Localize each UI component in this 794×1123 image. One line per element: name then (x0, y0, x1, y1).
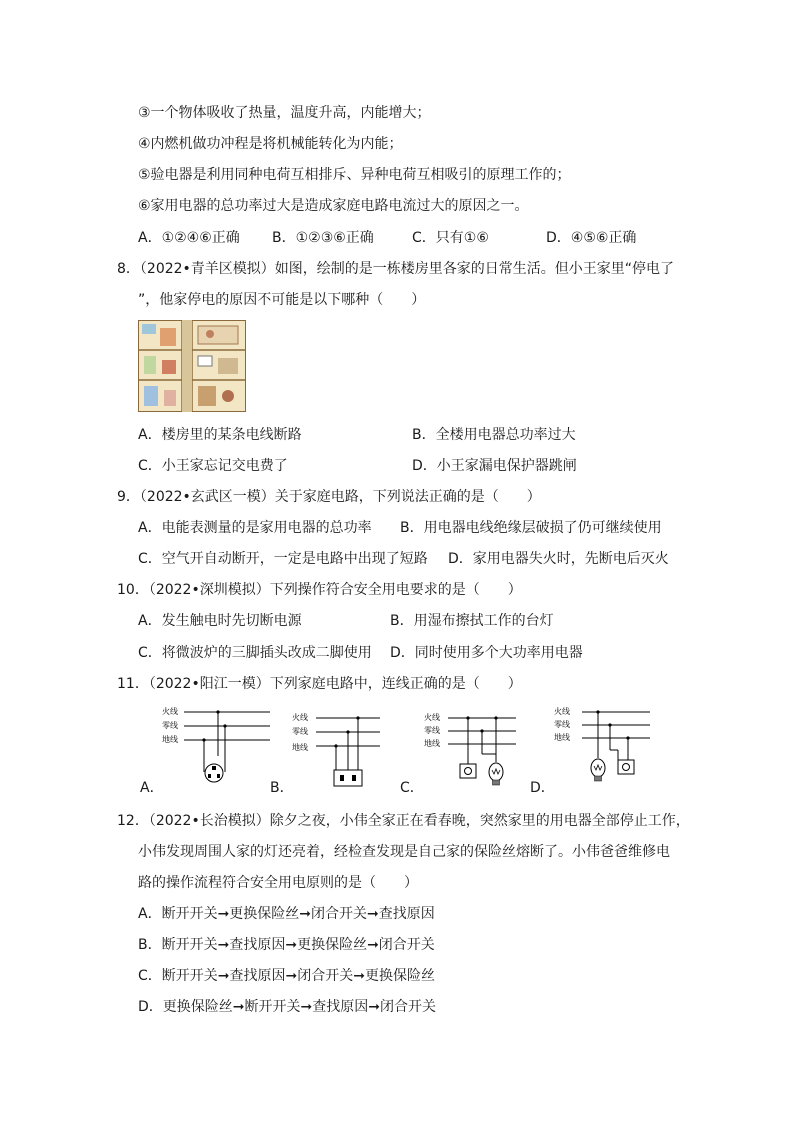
wire-label-live: 火线 (292, 713, 308, 722)
q9-option-d[interactable]: D．家用电器失火时，先断电后灭火 (448, 551, 669, 567)
wire-label-neutral: 零线 (162, 721, 178, 730)
q9-option-b[interactable]: B．用电器电线绝缘层破损了仍可继续使用 (400, 520, 662, 536)
circuit-diagram-b (292, 712, 388, 794)
q12-option-c[interactable]: C．断开开关➞查找原因➞闭合开关➞更换保险丝 (138, 968, 435, 984)
q12-option-b[interactable]: B．断开开关➞查找原因➞更换保险丝➞闭合开关 (138, 937, 435, 953)
q8-stem-line1: 8．（2022•青羊区模拟）如图，绘制的是一栋楼房里各家的日常生活。但小王家里“停电了 (117, 261, 675, 277)
q7-option-b[interactable]: B．①②③⑥正确 (272, 230, 374, 246)
q9-option-a[interactable]: A．电能表测量的是家用电器的总功率 (138, 520, 372, 536)
wire-label-live: 火线 (162, 707, 178, 716)
statement-6: ⑥家用电器的总功率过大是造成家庭电路电流过大的原因之一。 (138, 198, 529, 214)
q11-stem: 11．（2022•阳江一模）下列家庭电路中，连线正确的是（ ） (117, 676, 522, 692)
q10-option-d[interactable]: D．同时使用多个大功率用电器 (390, 645, 583, 661)
q12-stem-line3: 路的操作流程符合安全用电原则的是（ ） (138, 875, 418, 891)
q10-option-c[interactable]: C．将微波炉的三脚插头改成二脚使用 (138, 645, 372, 661)
q7-option-c[interactable]: C．只有①⑥ (412, 230, 489, 246)
q11-option-c[interactable]: C． (400, 780, 424, 796)
wire-label-neutral: 零线 (554, 720, 570, 729)
q8-option-c[interactable]: C．小王家忘记交电费了 (138, 458, 288, 474)
circuit-diagram-d (554, 700, 654, 788)
q11-option-d[interactable]: D． (530, 780, 555, 796)
wire-label-ground: 地线 (424, 739, 440, 748)
q12-option-a[interactable]: A．断开开关➞更换保险丝➞闭合开关➞查找原因 (138, 906, 435, 922)
q8-stem-line2: ”，他家停电的原因不可能是以下哪种（ ） (138, 292, 426, 308)
wire-label-ground: 地线 (162, 735, 178, 744)
q9-stem: 9．（2022•玄武区一模）关于家庭电路，下列说法正确的是（ ） (117, 489, 541, 505)
circuit-diagram-c (424, 706, 520, 788)
statement-4: ④内燃机做功冲程是将机械能转化为内能； (138, 136, 403, 152)
q7-option-a[interactable]: A．①②④⑥正确 (138, 230, 240, 246)
circuit-diagram-a (162, 706, 272, 788)
wire-label-neutral: 零线 (424, 726, 440, 735)
wire-label-ground: 地线 (554, 733, 570, 742)
q8-option-b[interactable]: B．全楼用电器总功率过大 (412, 427, 576, 443)
wire-label-ground: 地线 (292, 743, 308, 752)
building-illustration (138, 320, 246, 412)
q8-option-a[interactable]: A．楼房里的某条电线断路 (138, 427, 302, 443)
wire-label-live: 火线 (554, 707, 570, 716)
q7-option-d[interactable]: D．④⑤⑥正确 (546, 230, 637, 246)
statement-3: ③一个物体吸收了热量，温度升高，内能增大； (138, 105, 431, 121)
q10-option-a[interactable]: A．发生触电时先切断电源 (138, 613, 302, 629)
statement-5: ⑤验电器是利用同种电荷互相排斥、异种电荷互相吸引的原理工作的； (138, 167, 571, 183)
q8-option-d[interactable]: D．小王家漏电保护器跳闸 (412, 458, 577, 474)
q11-option-b[interactable]: B． (270, 780, 294, 796)
q10-option-b[interactable]: B．用湿布擦拭工作的台灯 (390, 613, 554, 629)
q12-stem-line2: 小伟发现周围人家的灯还亮着，经检查发现是自己家的保险丝熔断了。小伟爸爸维修电 (138, 844, 670, 860)
q12-stem-line1: 12．（2022•长治模拟）除夕之夜，小伟全家正在看春晚，突然家里的用电器全部停止工作， (117, 813, 690, 829)
q11-option-a[interactable]: A． (140, 780, 164, 796)
q9-option-c[interactable]: C．空气开自动断开，一定是电路中出现了短路 (138, 551, 428, 567)
wire-label-neutral: 零线 (292, 727, 308, 736)
q10-stem: 10．（2022•深圳模拟）下列操作符合安全用电要求的是（ ） (117, 582, 522, 598)
q12-option-d[interactable]: D．更换保险丝➞断开开关➞查找原因➞闭合开关 (138, 999, 436, 1015)
wire-label-live: 火线 (424, 713, 440, 722)
